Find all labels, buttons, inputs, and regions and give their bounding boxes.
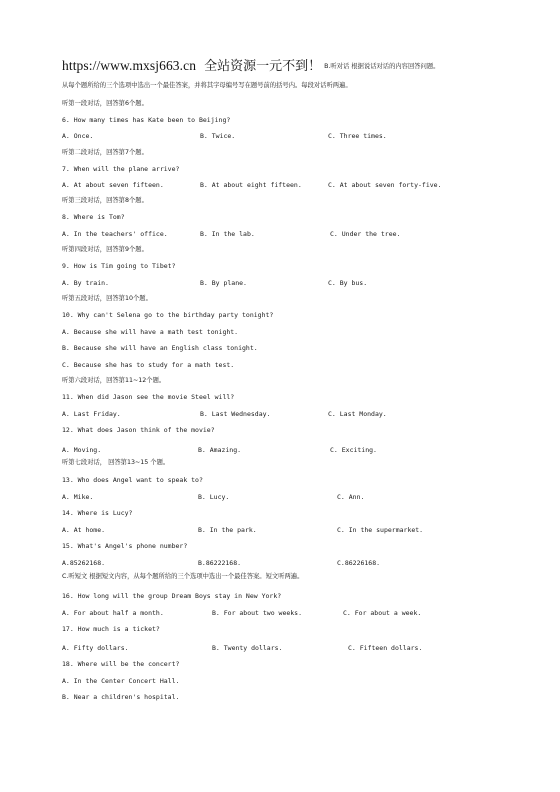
- option-b: B. By plane.: [200, 279, 247, 287]
- page-header: [62, 55, 552, 74]
- option-b: B. In the lab.: [200, 230, 255, 238]
- option-a: A. At about seven fifteen.: [62, 181, 164, 189]
- option-c: C. For about a week.: [343, 609, 422, 617]
- question-text: 18. Where will be the concert?: [62, 660, 180, 668]
- option-a: A. In the teachers' office.: [62, 230, 168, 238]
- option-b: B. At about eight fifteen.: [200, 181, 302, 189]
- option-c: C. In the supermarket.: [337, 526, 424, 534]
- option-c: C. By bus.: [328, 279, 368, 287]
- question-text: 6. How many times has Kate been to Beijing?: [62, 116, 231, 124]
- group-intro: 听第五段对话，回答第10个题。: [62, 295, 152, 302]
- group-intro: 听第一段对话，回答第6个题。: [62, 100, 148, 107]
- question-text: 8. Where is Tom?: [62, 213, 125, 221]
- option-b: B. In the park.: [198, 526, 257, 534]
- site-url[interactable]: https://www.mxsj663.cn: [62, 58, 197, 73]
- option-a: A. Moving.: [62, 446, 102, 454]
- option-b: B.86222168.: [198, 559, 242, 567]
- question-text: 13. Who does Angel want to speak to?: [62, 476, 203, 484]
- option-a: A. Last Friday.: [62, 410, 121, 418]
- option-a: A.85262168.: [62, 559, 106, 567]
- section-c-heading: C.听短文 根据短文内容，从每个题所给的三个选项中选出一个最佳答案。短文听两遍。: [62, 573, 304, 580]
- option-a: A. At home.: [62, 526, 106, 534]
- option-c: C. Fifteen dollars.: [348, 644, 423, 652]
- option-a: A. Once.: [62, 132, 94, 140]
- option-c: C. Last Monday.: [328, 410, 387, 418]
- question-text: 7. When will the plane arrive?: [62, 165, 180, 173]
- option-a: A. Fifty dollars.: [62, 644, 129, 652]
- option-c: C. Because she has to study for a math test.: [62, 361, 235, 369]
- option-a: A. Because she will have a math test tonight.: [62, 328, 239, 336]
- option-b: B. Twenty dollars.: [212, 644, 283, 652]
- option-b: B. Because she will have an English class tonight.: [62, 344, 258, 352]
- option-b: B. Twice.: [200, 132, 236, 140]
- group-intro: 听第六段对话，回答第11~12个题。: [62, 377, 166, 384]
- question-text: 15. What's Angel's phone number?: [62, 542, 188, 550]
- option-b: B. For about two weeks.: [212, 609, 303, 617]
- question-text: 10. Why can't Selena go to the birthday party tonight?: [62, 311, 274, 319]
- question-text: 11. When did Jason see the movie Steel will?: [62, 393, 235, 401]
- option-c: C.86226168.: [337, 559, 381, 567]
- option-b: B. Amazing.: [198, 446, 242, 454]
- option-c: C. At about seven forty-five.: [328, 181, 442, 189]
- option-c: C. Exciting.: [330, 446, 377, 454]
- option-c: C. Three times.: [328, 132, 387, 140]
- option-b: B. Near a children's hospital.: [62, 693, 180, 701]
- option-c: C. Ann.: [337, 493, 365, 501]
- question-text: 14. Where is Lucy?: [62, 509, 133, 517]
- group-intro: 听第二段对话，回答第7个题。: [62, 149, 148, 156]
- option-a: A. In the Center Concert Hall.: [62, 677, 180, 685]
- option-b: B. Lucy.: [198, 493, 230, 501]
- question-text: 17. How much is a ticket?: [62, 625, 160, 633]
- option-a: A. Mike.: [62, 493, 94, 501]
- group-intro: 听第七段对话， 回答第13~15 个题。: [62, 459, 170, 466]
- option-a: A. For about half a month.: [62, 609, 164, 617]
- question-text: 9. How is Tim going to Tibet?: [62, 262, 176, 270]
- group-intro: 听第四段对话，回答第9个题。: [62, 246, 148, 253]
- section-b-heading: B.听对话 根据说话对话的内容回答问题。: [324, 63, 440, 70]
- site-slogan: 全站资源一元不到！: [204, 59, 322, 74]
- question-text: 12. What does Jason think of the movie?: [62, 426, 215, 434]
- group-intro: 听第三段对话，回答第8个题。: [62, 197, 148, 204]
- question-text: 16. How long will the group Dream Boys stay in New York?: [62, 592, 282, 600]
- option-b: B. Last Wednesday.: [200, 410, 271, 418]
- listening-instructions: 从每个题所给的三个选项中选出一个最佳答案，并将其字母编号写在题号前的括号内。每段对话听两遍。: [62, 82, 352, 89]
- option-a: A. By train.: [62, 279, 109, 287]
- option-c: C. Under the tree.: [330, 230, 401, 238]
